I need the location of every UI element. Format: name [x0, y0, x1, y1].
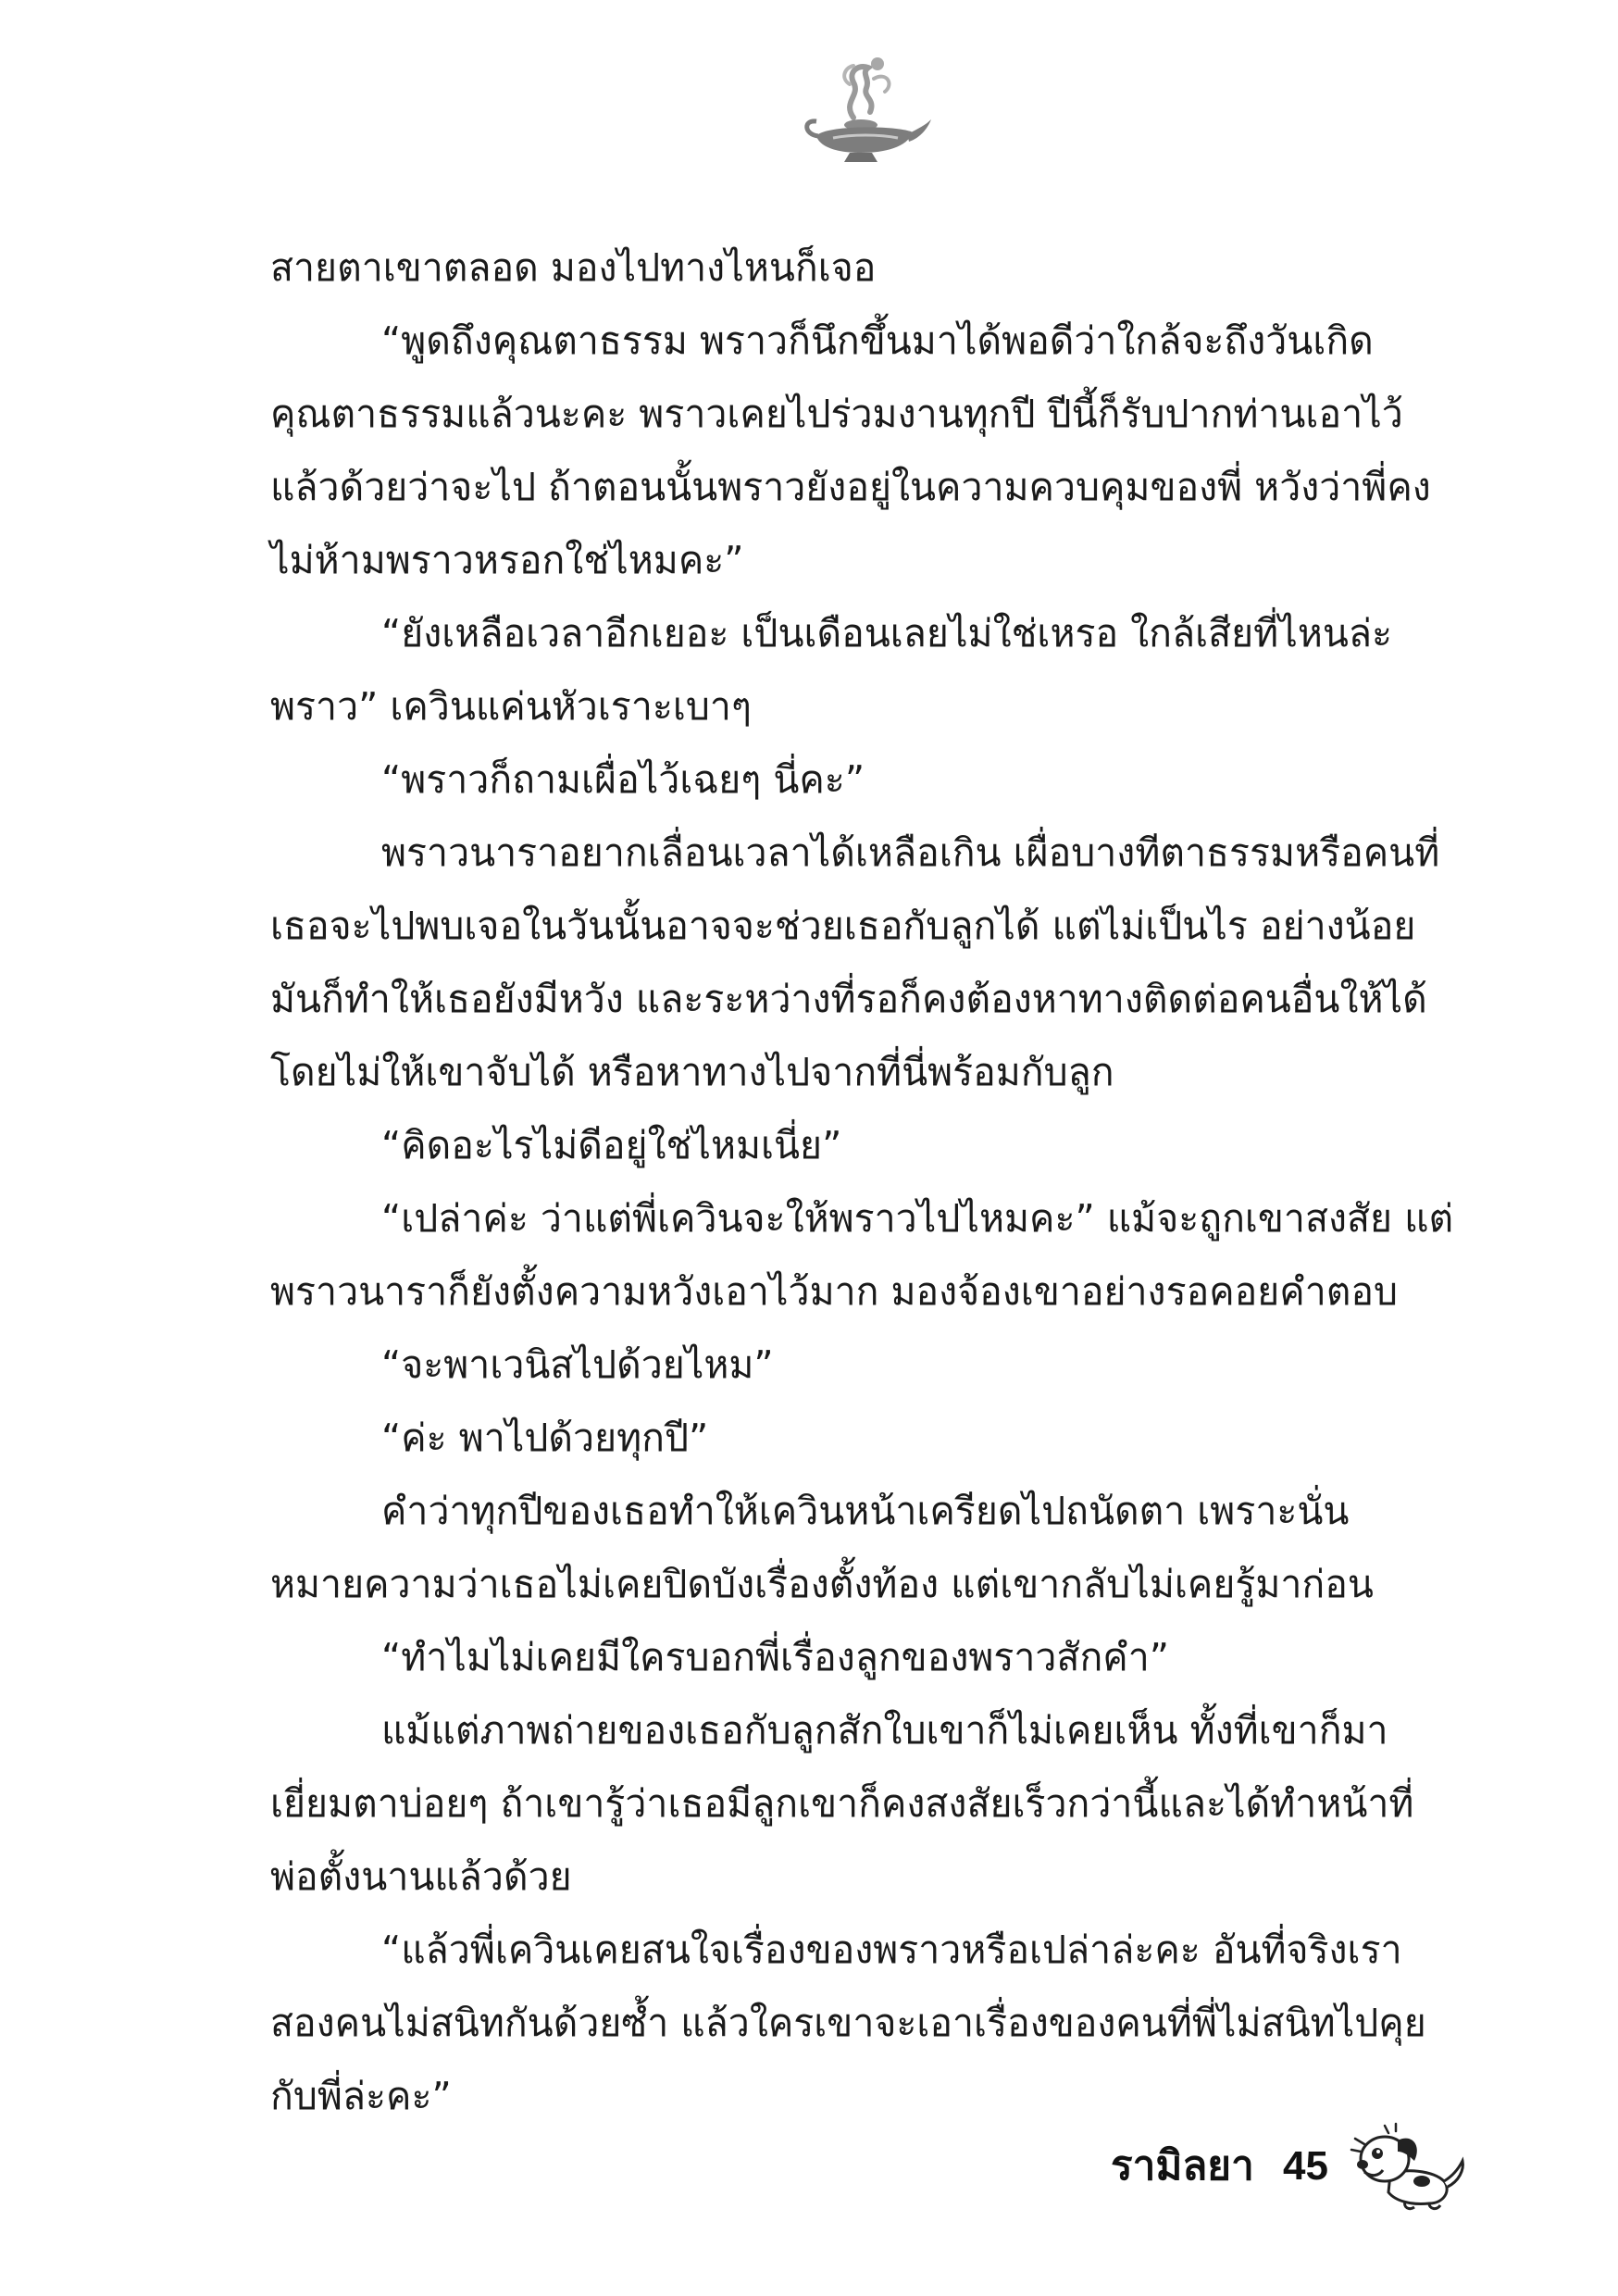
text-line: เธอจะไปพบเจอในวันนั้นอาจจะช่วยเธอกับลูกได้ แต่ไม่เป็นไร อย่างน้อย [270, 904, 1416, 948]
text-line: “พูดถึงคุณตาธรรม พราวก็นึกขึ้นมาได้พอดีว่าใกล้จะถึงวันเกิด [381, 318, 1374, 363]
page-footer [1111, 2115, 1481, 2217]
page-number: 45 [1283, 2143, 1328, 2189]
text-line: โดยไม่ให้เขาจับได้ หรือหาทางไปจากที่นี่พร้อมกับลูก [270, 1050, 1114, 1094]
magic-lamp-icon [796, 51, 935, 167]
text-line: แม้แต่ภาพถ่ายของเธอกับลูกสักใบเขาก็ไม่เคยเห็น ทั้งที่เขาก็มา [381, 1708, 1388, 1753]
puppy-icon [1348, 2120, 1468, 2213]
text-line: พ่อตั้งนานแล้วด้วย [270, 1854, 572, 1899]
text-line: คุณตาธรรมแล้วนะคะ พราวเคยไปร่วมงานทุกปี ปีนี้ก็รับปากท่านเอาไว้ [270, 392, 1403, 436]
author-name: รามิลยา [1111, 2142, 1254, 2190]
text-line: “ทำไมไม่เคยมีใครบอกพี่เรื่องลูกของพราวสักคำ” [381, 1635, 1169, 1679]
text-line: พราวนาราก็ยังตั้งความหวังเอาไว้มาก มองจ้องเขาอย่างรอคอยคำตอบ [270, 1269, 1399, 1314]
body-text [270, 231, 1464, 2133]
text-line: สายตาเขาตลอด มองไปทางไหนก็เจอ [270, 245, 877, 290]
text-line: มันก็ทำให้เธอยังมีหวัง และระหว่างที่รอก็คงต้องหาทางติดต่อคนอื่นให้ได้ [270, 977, 1427, 1021]
text-line: “ค่ะ พาไปด้วยทุกปี” [381, 1416, 709, 1460]
text-line: แล้วด้วยว่าจะไป ถ้าตอนนั้นพราวยังอยู่ในความควบคุมของพี่ หวังว่าพี่คง [270, 465, 1431, 509]
text-line: สองคนไม่สนิทกันด้วยซ้ำ แล้วใครเขาจะเอาเรื่องของคนที่พี่ไม่สนิทไปคุย [270, 2001, 1426, 2045]
text-line: “คิดอะไรไม่ดีอยู่ใช่ไหมเนี่ย” [381, 1123, 842, 1167]
text-line: ไม่ห้ามพราวหรอกใช่ไหมคะ” [270, 538, 744, 582]
text-line: “จะพาเวนิสไปด้วยไหม” [381, 1342, 774, 1387]
text-line: “ยังเหลือเวลาอีกเยอะ เป็นเดือนเลยไม่ใช่เหรอ ใกล้เสียที่ไหนล่ะ [381, 611, 1393, 655]
text-line: พราวนาราอยากเลื่อนเวลาได้เหลือเกิน เผื่อบางทีตาธรรมหรือคนที่ [381, 830, 1440, 875]
text-line: คำว่าทุกปีของเธอทำให้เควินหน้าเครียดไปถนัดตา เพราะนั่น [381, 1489, 1350, 1533]
text-line: เยี่ยมตาบ่อยๆ ถ้าเขารู้ว่าเธอมีลูกเขาก็คงสงสัยเร็วกว่านี้และได้ทำหน้าที่ [270, 1781, 1414, 1826]
text-line: หมายความว่าเธอไม่เคยปิดบังเรื่องตั้งท้อง แต่เขากลับไม่เคยรู้มาก่อน [270, 1562, 1374, 1606]
text-line: “เปล่าค่ะ ว่าแต่พี่เควินจะให้พราวไปไหมคะ” แม้จะถูกเขาสงสัย แต่ [381, 1196, 1454, 1241]
text-line: กับพี่ล่ะคะ” [270, 2074, 452, 2118]
text-line: พราว” เควินแค่นหัวเราะเบาๆ [270, 684, 752, 729]
text-line: “แล้วพี่เควินเคยสนใจเรื่องของพราวหรือเปล่าล่ะคะ อันที่จริงเรา [381, 1928, 1402, 1972]
text-line: “พราวก็ถามเผื่อไว้เฉยๆ นี่คะ” [381, 757, 865, 802]
